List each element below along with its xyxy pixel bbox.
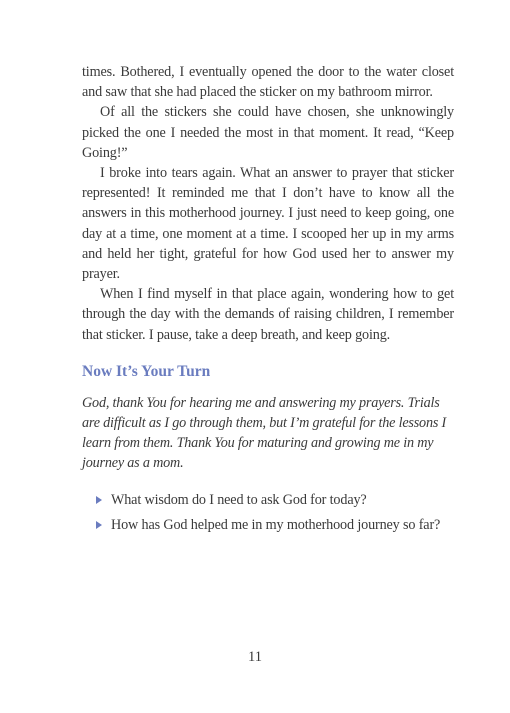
body-paragraph: times. Bothered, I eventually opened the door to the water closet and saw that she had placed the sticker on my bathroom mirror.	[82, 64, 454, 101]
question-text: What wisdom do I need to ask God for today?	[111, 491, 367, 508]
body-paragraph: Of all the stickers she could have chosen, she unknowingly picked the one I needed the most in that moment. It read, “Keep Going!”	[82, 104, 454, 161]
reflection-questions	[82, 490, 454, 535]
body-paragraph: When I find myself in that place again, wondering how to get through the day with the demands of raising children, I remember that sticker. I pause, take a deep breath, and keep going.	[82, 286, 454, 343]
section-heading: Now It’s Your Turn	[82, 362, 211, 380]
list-item	[82, 515, 454, 535]
page-content	[82, 62, 454, 540]
triangle-bullet-icon	[96, 521, 102, 529]
prayer-text: God, thank You for hearing me and answering my prayers. Trials are difficult as I go through them, but I’m grateful for the lessons I learn from them. Thank You for maturing and growing me in my journey as a mom.	[82, 394, 447, 472]
question-text: How has God helped me in my motherhood journey so far?	[111, 516, 441, 533]
page-number: 11	[248, 649, 262, 665]
body-paragraph: I broke into tears again. What an answer to prayer that sticker represented! It reminded me that I don’t have to know all the answers in this motherhood journey. I just need to keep going, one day at a time, one moment at a time. I scooped her up in my arms and held her tight, grateful for how God used her to answer my prayer.	[82, 165, 454, 283]
triangle-bullet-icon	[96, 496, 102, 504]
list-item	[82, 490, 454, 510]
